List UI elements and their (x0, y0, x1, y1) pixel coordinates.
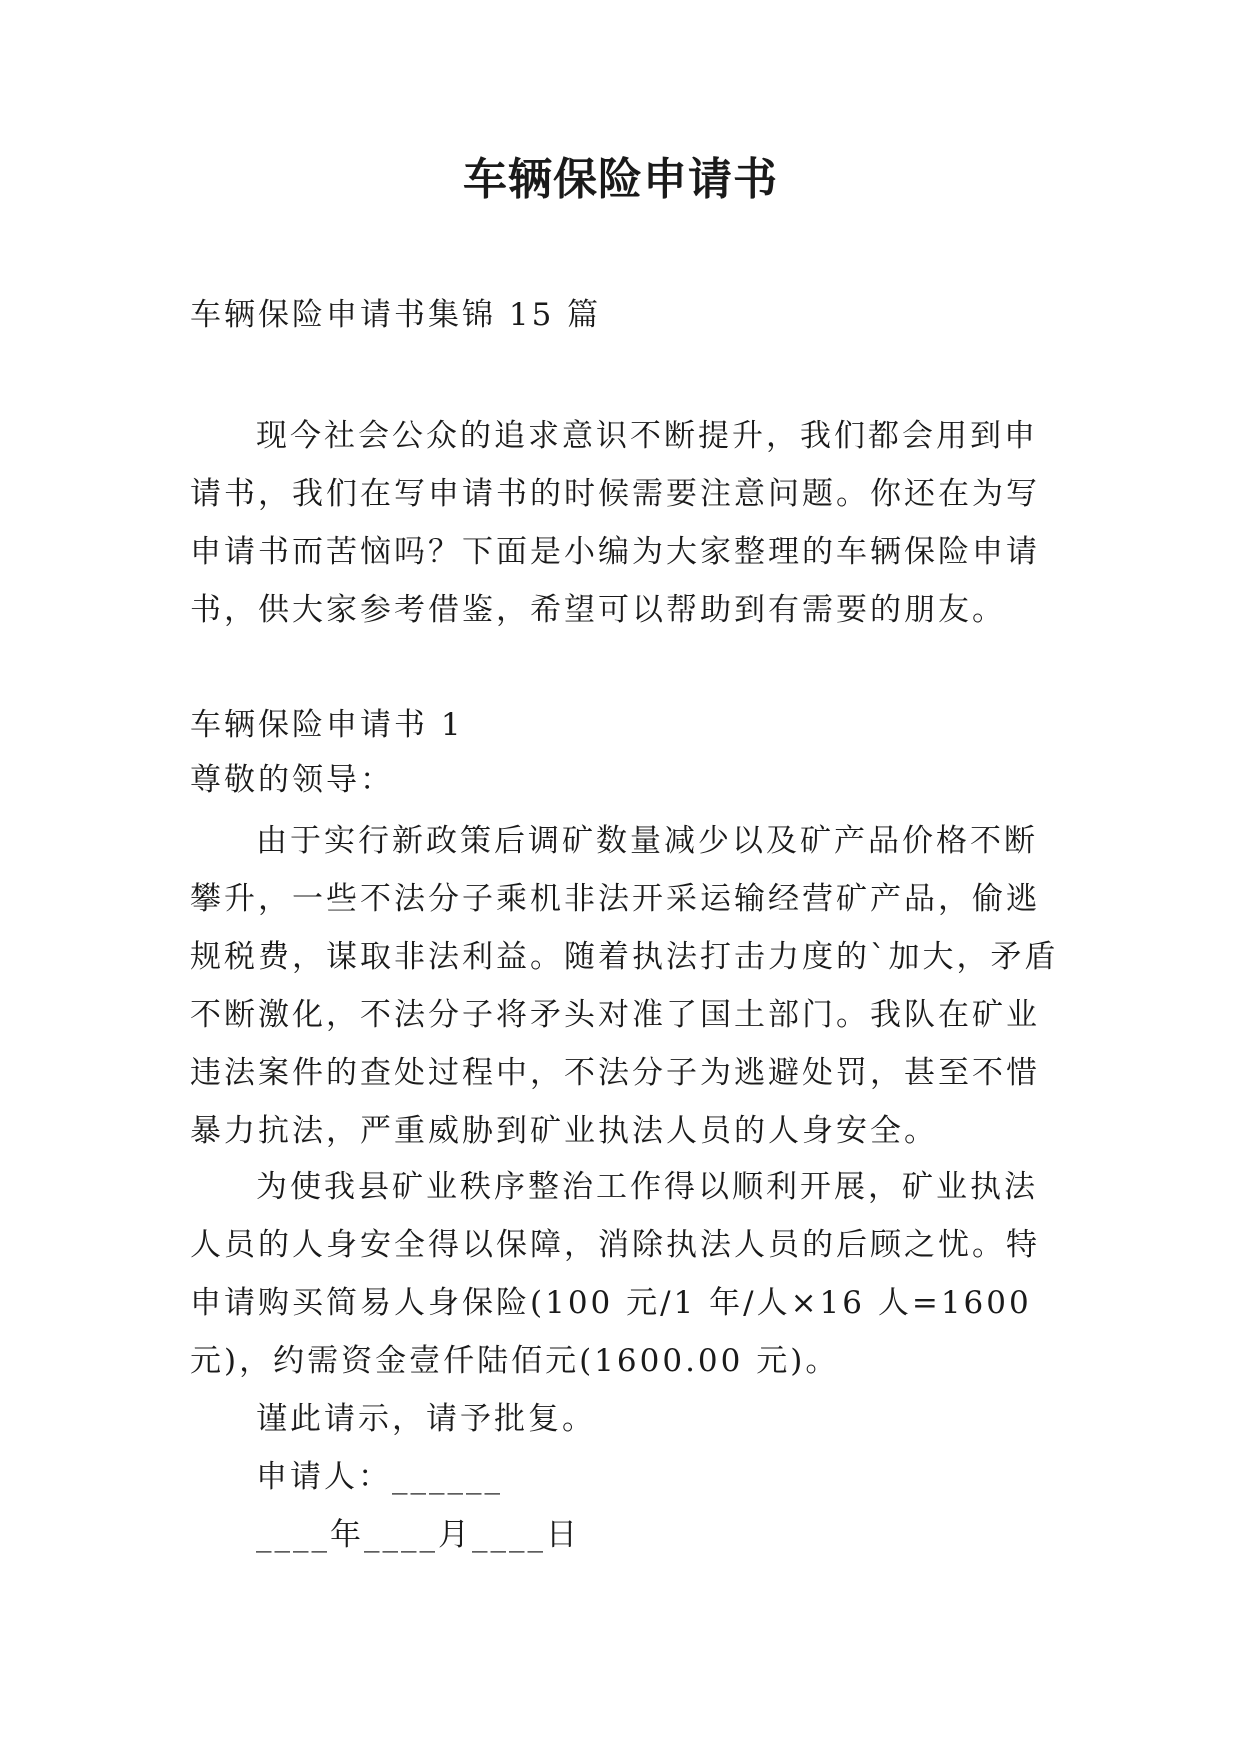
section-heading: 车辆保险申请书 1 (190, 707, 464, 743)
body-paragraph-2: 为使我县矿业秩序整治工作得以顺利开展，矿业执法人员的人身安全得以保障，消除执法人员的后顾之忧。特申请购买简易人身保险(100 元/1 年/人×16 人=1600 元)，约需资金壹仟陆佰元(1600.00 元)。 (190, 1169, 1040, 1379)
applicant-signature-line: 申请人：______ (256, 1459, 503, 1495)
document-subtitle: 车辆保险申请书集锦 15 篇 (190, 297, 602, 333)
document-title: 车辆保险申请书 (463, 154, 778, 205)
date-line: ____年____月____日 (256, 1517, 580, 1553)
intro-paragraph: 现今社会公众的追求意识不断提升，我们都会用到申请书，我们在写申请书的时候需要注意问题。你还在为写申请书而苦恼吗？下面是小编为大家整理的车辆保险申请书，供大家参考借鉴，希望可以帮助到有需要的朋友。 (190, 418, 1040, 628)
body-paragraph-1: 由于实行新政策后调矿数量减少以及矿产品价格不断攀升，一些不法分子乘机非法开采运输经营矿产品，偷逃规税费，谋取非法利益。随着执法打击力度的`加大，矛盾不断激化，不法分子将矛头对准了国土部门。我队在矿业违法案件的查处过程中，不法分子为逃避处罚，甚至不惜暴力抗法，严重威胁到矿业执法人员的人身安全。 (190, 823, 1059, 1149)
closing-line: 谨此请示，请予批复。 (256, 1401, 596, 1437)
salutation: 尊敬的领导： (190, 762, 394, 798)
